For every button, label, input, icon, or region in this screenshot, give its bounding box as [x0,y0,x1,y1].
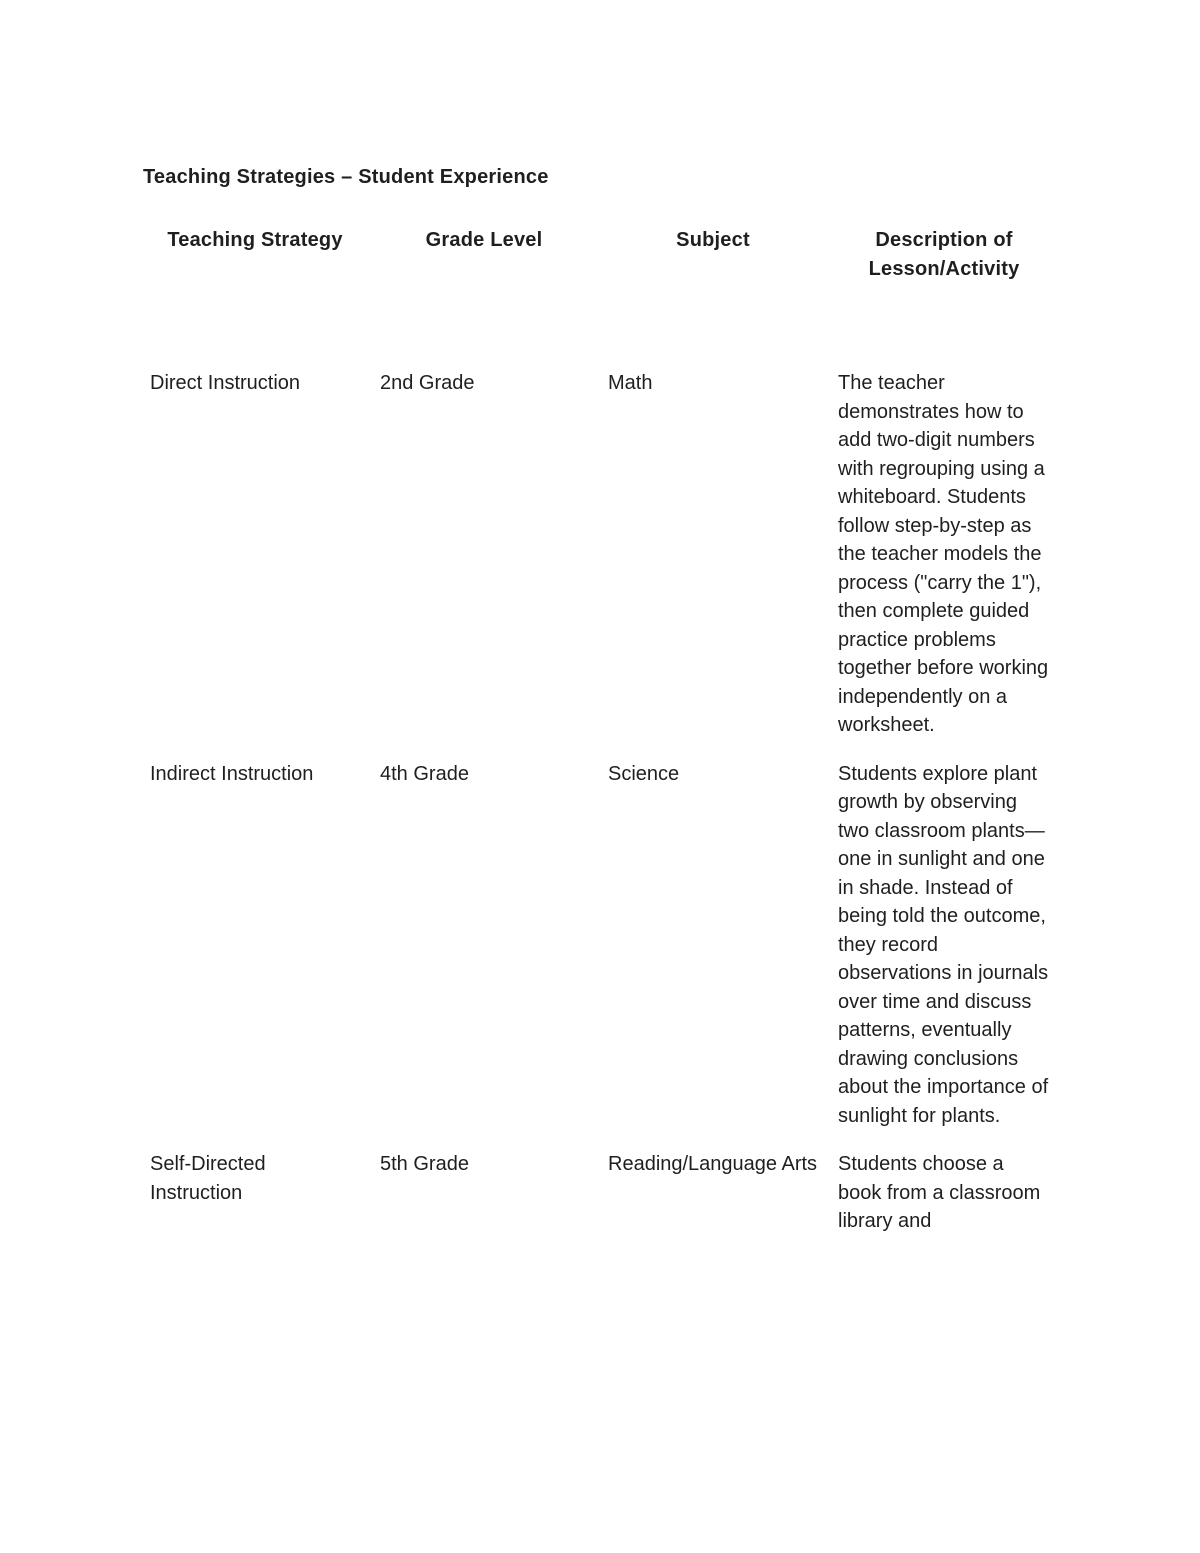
header-description-line1: Description of [875,229,1013,251]
table-header-row [140,226,1060,369]
header-description [828,226,1060,369]
header-description-line2: Lesson/Activity [868,257,1020,280]
teaching-strategies-table [140,226,1060,1256]
header-grade-level: Grade Level [425,229,543,251]
cell-subject: Math [608,372,653,394]
cell-strategy: Self-Directed Instruction [150,1153,266,1204]
cell-strategy: Direct Instruction [150,372,301,394]
table-row [140,760,1060,1151]
cell-subject: Reading/Language Arts [608,1153,818,1175]
cell-description: Students explore plant growth by observing two classroom plants—one in sunlight and one in shade. Instead of being told the outcome, they record observations in journals over time and discuss patterns, eventually drawing conclusions about the importance of sunlight for plants. [838,762,1049,1127]
header-teaching-strategy: Teaching Strategy [167,229,343,251]
cell-strategy: Indirect Instruction [150,762,314,785]
cell-grade: 5th Grade [380,1153,469,1175]
cell-description: Students choose a book from a classroom library and [838,1153,1041,1232]
document-title: Teaching Strategies – Student Experience [143,166,549,188]
cell-grade: 4th Grade [380,762,469,785]
header-subject: Subject [676,229,750,251]
table-row [140,369,1060,760]
cell-grade: 2nd Grade [380,372,475,394]
cell-subject: Science [608,762,680,785]
cell-description: The teacher demonstrates how to add two-digit numbers with regrouping using a whiteboard. Students follow step-by-step as the teacher models the process ("carry the 1"), then complete guided practice problems together before working independently on a worksheet. [838,372,1049,736]
table-row [140,1150,1060,1256]
